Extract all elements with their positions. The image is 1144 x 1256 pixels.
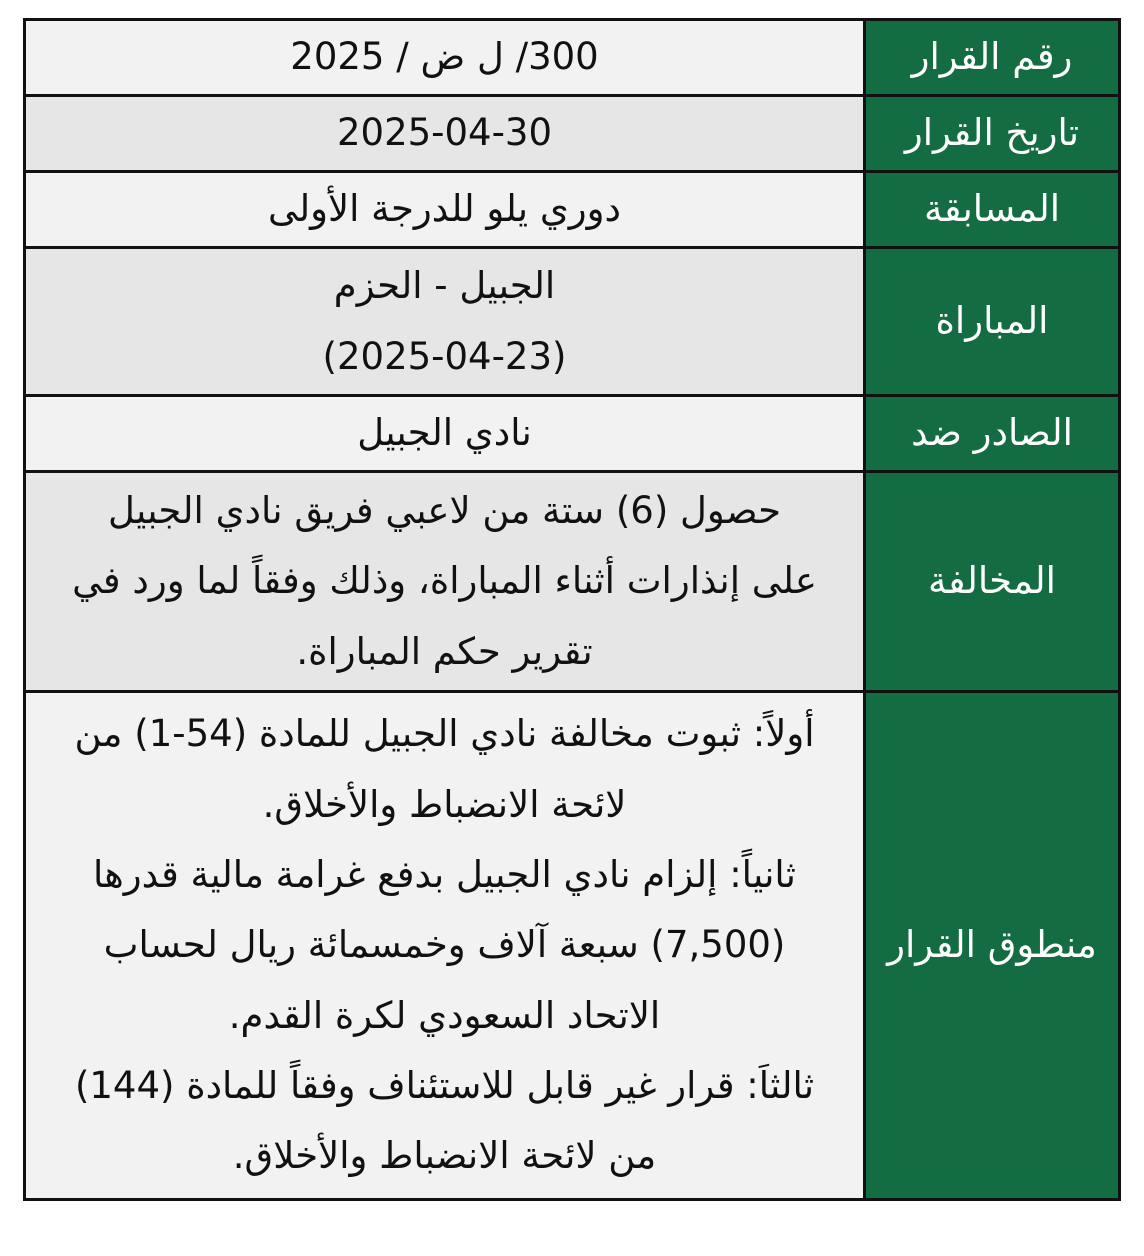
value-violation (25, 472, 865, 692)
label-violation: المخالفة (865, 472, 1120, 692)
verdict-line-4: (7,500) سبعة آلاف وخمسمائة ريال لحساب (103, 923, 786, 967)
verdict-line-2: لائحة الانضباط والأخلاق. (262, 782, 627, 826)
verdict-line-3: ثانياً: إلزام نادي الجبيل بدفع غرامة مالية قدرها (93, 853, 796, 897)
row-issued-against (25, 396, 1120, 472)
row-competition (25, 172, 1120, 248)
issued-against-text: نادي الجبيل (357, 411, 532, 455)
match-teams-text: الجبيل - الحزم (333, 264, 556, 308)
verdict-line-5: الاتحاد السعودي لكرة القدم. (228, 993, 661, 1037)
value-match (25, 248, 865, 396)
row-decision-date (25, 96, 1120, 172)
violation-line-1: حصول (6) ستة من لاعبي فريق نادي الجبيل (108, 489, 781, 533)
label-match: المباراة (865, 248, 1120, 396)
decision-table (23, 18, 1121, 1201)
competition-text: دوري يلو للدرجة الأولى (268, 187, 621, 231)
violation-line-3: تقرير حكم المباراة. (296, 629, 593, 673)
decision-date-text: 2025-04-30 (336, 111, 553, 155)
row-match (25, 248, 1120, 396)
verdict-line-6: ثالثاَ: قرار غير قابل للاستئناف وفقاً للمادة (144) (74, 1063, 815, 1107)
label-decision-date: تاريخ القرار (865, 96, 1120, 172)
value-verdict (25, 692, 865, 1200)
decision-number-text: 300/ ل ض / 2025 (290, 35, 599, 79)
row-violation (25, 472, 1120, 692)
label-verdict: منطوق القرار (865, 692, 1120, 1200)
value-decision-number (25, 20, 865, 96)
verdict-line-7: من لائحة الانضباط والأخلاق. (232, 1134, 657, 1178)
label-issued-against: الصادر ضد (865, 396, 1120, 472)
row-decision-number (25, 20, 1120, 96)
match-date-text: (2025-04-23) (322, 334, 567, 378)
value-competition (25, 172, 865, 248)
verdict-line-1: أولاً: ثبوت مخالفة نادي الجبيل للمادة (54-1) من (74, 712, 815, 756)
value-decision-date (25, 96, 865, 172)
label-competition: المسابقة (865, 172, 1120, 248)
label-decision-number: رقم القرار (865, 20, 1120, 96)
violation-line-2: على إنذارات أثناء المباراة، وذلك وفقاً لما ورد في (72, 559, 817, 603)
decision-card (23, 18, 1121, 1201)
row-verdict (25, 692, 1120, 1200)
value-issued-against (25, 396, 865, 472)
